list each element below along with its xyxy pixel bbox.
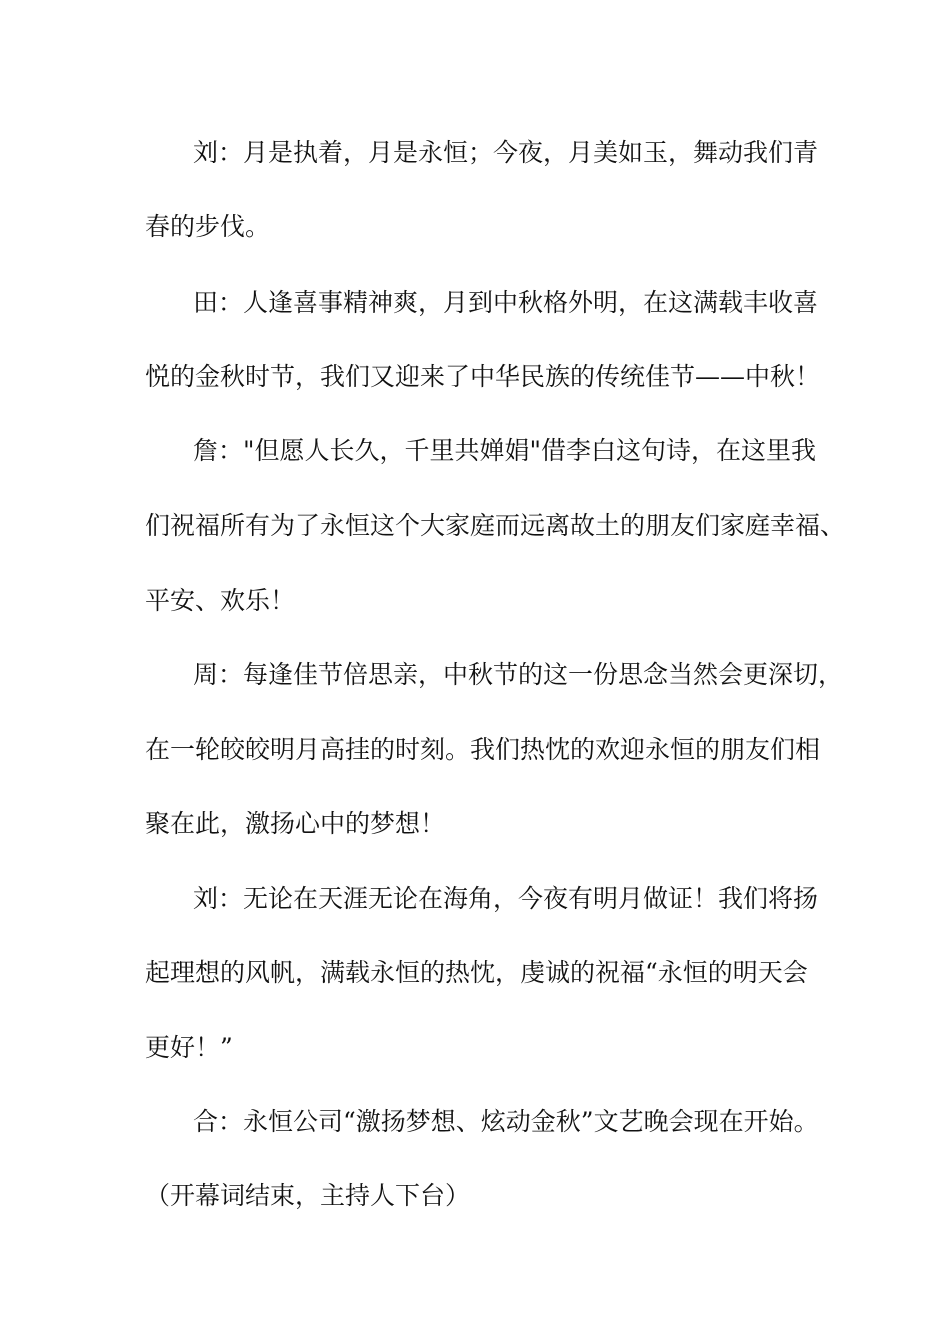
- paragraph-zhan-line-2: 们祝福所有为了永恒这个大家庭而远离故土的朋友们家庭幸福、: [145, 511, 846, 540]
- stage-direction: （开幕词结束，主持人下台）: [145, 1181, 471, 1210]
- paragraph-zhou-line-3: 聚在此，激扬心中的梦想！: [145, 809, 446, 838]
- paragraph-liu-line-1: 刘：月是执着，月是永恒；今夜，月美如玉，舞动我们青: [193, 138, 819, 167]
- paragraph-tian-line-1: 田：人逢喜事精神爽，月到中秋格外明，在这满载丰收喜: [193, 288, 819, 317]
- paragraph-liu-line-2: 春的步伐。: [145, 212, 271, 241]
- paragraph-zhan-line-1: 詹："但愿人长久，千里共婵娟"借李白这句诗，在这里我: [193, 436, 817, 465]
- paragraph-he-line-1: 合：永恒公司“激扬梦想、炫动金秋”文艺晚会现在开始。: [193, 1107, 819, 1136]
- paragraph-zhou-line-1: 周：每逢佳节倍思亲，中秋节的这一份思念当然会更深切，: [193, 660, 844, 689]
- paragraph-tian-line-2: 悦的金秋时节，我们又迎来了中华民族的传统佳节——中秋！: [145, 362, 821, 391]
- paragraph-zhou-line-2: 在一轮皎皎明月高挂的时刻。我们热忱的欢迎永恒的朋友们相: [145, 735, 821, 764]
- paragraph-liu2-line-3: 更好！”: [145, 1033, 233, 1062]
- paragraph-liu2-line-2: 起理想的风帆，满载永恒的热忱，虔诚的祝福“永恒的明天会: [145, 958, 808, 987]
- paragraph-zhan-line-3: 平安、欢乐！: [145, 586, 296, 615]
- paragraph-liu2-line-1: 刘：无论在天涯无论在海角，今夜有明月做证！我们将扬: [193, 884, 819, 913]
